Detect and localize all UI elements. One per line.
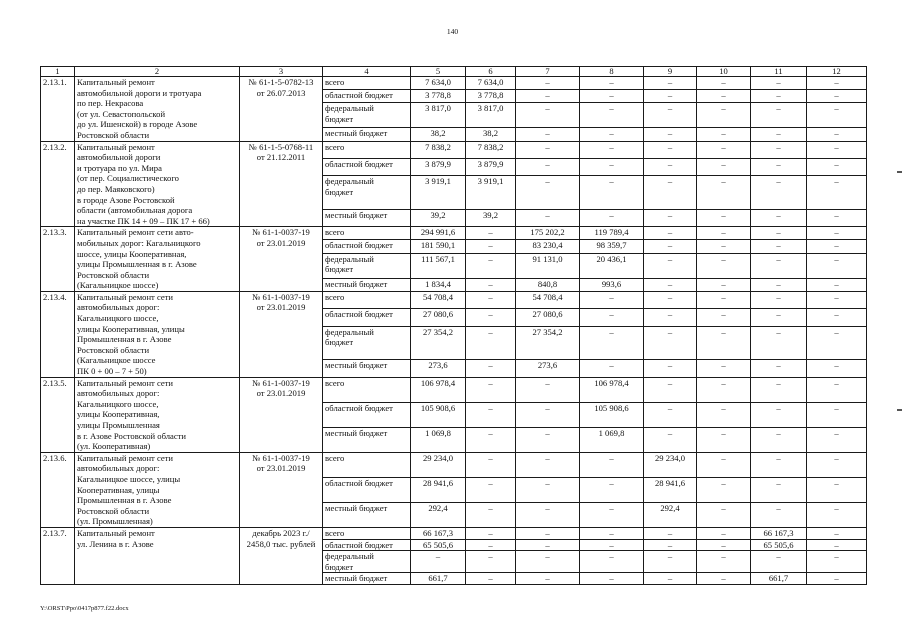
amount-cell: – bbox=[807, 427, 867, 452]
table-row bbox=[41, 377, 867, 402]
amount-cell: 66 167,3 bbox=[411, 527, 466, 539]
amount-cell: – bbox=[697, 77, 751, 90]
amount-cell: – bbox=[644, 253, 697, 278]
amount-cell: – bbox=[807, 402, 867, 427]
table-row bbox=[41, 291, 867, 308]
amount-cell: – bbox=[697, 360, 751, 377]
amount-cell: 39,2 bbox=[411, 209, 466, 226]
expertise-doc: № 61-1-5-0782-13 от 26.07.2013 bbox=[240, 77, 323, 142]
amount-cell: – bbox=[411, 551, 466, 573]
amount-cell: – bbox=[807, 360, 867, 377]
column-number: 2 bbox=[75, 67, 240, 77]
amount-cell: 106 978,4 bbox=[580, 377, 644, 402]
amount-cell: – bbox=[644, 551, 697, 573]
amount-cell: 3 879,9 bbox=[466, 159, 516, 176]
funding-source: местный бюджет bbox=[323, 502, 411, 527]
amount-cell: – bbox=[466, 452, 516, 477]
table-row bbox=[41, 141, 867, 158]
amount-cell: – bbox=[807, 128, 867, 141]
funding-source: местный бюджет bbox=[323, 209, 411, 226]
amount-cell: 20 436,1 bbox=[580, 253, 644, 278]
amount-cell: – bbox=[807, 477, 867, 502]
amount-cell: – bbox=[697, 377, 751, 402]
amount-cell: – bbox=[644, 539, 697, 551]
amount-cell: – bbox=[580, 103, 644, 128]
amount-cell: – bbox=[807, 573, 867, 585]
amount-cell: 292,4 bbox=[411, 502, 466, 527]
amount-cell: – bbox=[697, 209, 751, 226]
amount-cell: 1 834,4 bbox=[411, 278, 466, 291]
amount-cell: – bbox=[697, 309, 751, 326]
amount-cell: – bbox=[807, 527, 867, 539]
amount-cell: 27 080,6 bbox=[516, 309, 580, 326]
amount-cell: – bbox=[751, 360, 807, 377]
table-row bbox=[41, 227, 867, 240]
funding-source: всего bbox=[323, 227, 411, 240]
column-number: 5 bbox=[411, 67, 466, 77]
amount-cell: 54 708,4 bbox=[516, 291, 580, 308]
amount-cell: – bbox=[580, 291, 644, 308]
amount-cell: 3 879,9 bbox=[411, 159, 466, 176]
funding-source: федеральный бюджет bbox=[323, 176, 411, 209]
amount-cell: – bbox=[751, 309, 807, 326]
amount-cell: 29 234,0 bbox=[644, 452, 697, 477]
expertise-doc: декабрь 2023 г./ 2458,0 тыс. рублей bbox=[240, 527, 323, 584]
column-number: 9 bbox=[644, 67, 697, 77]
amount-cell: – bbox=[516, 452, 580, 477]
column-number: 11 bbox=[751, 67, 807, 77]
funding-source: всего bbox=[323, 77, 411, 90]
amount-cell: – bbox=[697, 477, 751, 502]
item-number: 2.13.7. bbox=[41, 527, 75, 584]
amount-cell: – bbox=[807, 452, 867, 477]
amount-cell: – bbox=[580, 77, 644, 90]
amount-cell: – bbox=[466, 253, 516, 278]
amount-cell: – bbox=[697, 502, 751, 527]
funding-source: областной бюджет bbox=[323, 539, 411, 551]
amount-cell: – bbox=[644, 291, 697, 308]
amount-cell: – bbox=[697, 452, 751, 477]
amount-cell: – bbox=[697, 573, 751, 585]
amount-cell: – bbox=[697, 227, 751, 240]
amount-cell: 38,2 bbox=[466, 128, 516, 141]
item-name: Капитальный ремонт сети автомобильных дорог: Кагальницкое шоссе, улицы Кооперативная, улицы Промышленная в г. Азове Ростовской области (ул. Промышленная) bbox=[75, 452, 240, 527]
amount-cell: – bbox=[516, 527, 580, 539]
amount-cell: – bbox=[516, 551, 580, 573]
amount-cell: 66 167,3 bbox=[751, 527, 807, 539]
amount-cell: – bbox=[466, 573, 516, 585]
amount-cell: – bbox=[751, 402, 807, 427]
amount-cell: – bbox=[466, 291, 516, 308]
funding-source: областной бюджет bbox=[323, 477, 411, 502]
amount-cell: – bbox=[516, 77, 580, 90]
expertise-doc: № 61-1-0037-19 от 23.01.2019 bbox=[240, 227, 323, 292]
amount-cell: – bbox=[697, 326, 751, 359]
funding-source: областной бюджет bbox=[323, 159, 411, 176]
amount-cell: – bbox=[751, 278, 807, 291]
item-name: Капитальный ремонт автомобильной дороги и тротуара по ул. Мира (от пер. Социалистического до пер. Маяковского) в городе Азове Ростовской области (автомобильная дорога на участке ПК 14 + 09 – ПК 17 + 66) bbox=[75, 141, 240, 227]
page-number: 140 bbox=[446, 27, 459, 36]
table-row bbox=[41, 452, 867, 477]
funding-source: местный бюджет bbox=[323, 573, 411, 585]
amount-cell: 65 505,6 bbox=[411, 539, 466, 551]
amount-cell: – bbox=[516, 90, 580, 103]
item-name: Капитальный ремонт сети авто- мобильных дорог: Кагальницкого шоссе, улицы Кооперативная, улицы Промышленная в г. Азове Ростовской области (Кагальницкое шоссе) bbox=[75, 227, 240, 292]
amount-cell: 65 505,6 bbox=[751, 539, 807, 551]
funding-source: всего bbox=[323, 141, 411, 158]
amount-cell: – bbox=[697, 128, 751, 141]
funding-source: областной бюджет bbox=[323, 90, 411, 103]
funding-source: областной бюджет bbox=[323, 309, 411, 326]
funding-source: областной бюджет bbox=[323, 402, 411, 427]
amount-cell: – bbox=[466, 278, 516, 291]
amount-cell: – bbox=[807, 240, 867, 253]
column-number: 12 bbox=[807, 67, 867, 77]
amount-cell: – bbox=[580, 159, 644, 176]
item-name: Капитальный ремонт ул. Ленина в г. Азове bbox=[75, 527, 240, 584]
amount-cell: 39,2 bbox=[466, 209, 516, 226]
amount-cell: 91 131,0 bbox=[516, 253, 580, 278]
amount-cell: – bbox=[697, 291, 751, 308]
amount-cell: – bbox=[644, 573, 697, 585]
amount-cell: – bbox=[807, 227, 867, 240]
amount-cell: – bbox=[807, 176, 867, 209]
amount-cell: – bbox=[516, 502, 580, 527]
amount-cell: – bbox=[751, 477, 807, 502]
amount-cell: – bbox=[751, 502, 807, 527]
amount-cell: – bbox=[697, 176, 751, 209]
funding-source: всего bbox=[323, 377, 411, 402]
item-number: 2.13.4. bbox=[41, 291, 75, 377]
amount-cell: – bbox=[697, 240, 751, 253]
amount-cell: – bbox=[516, 128, 580, 141]
amount-cell: 7 838,2 bbox=[466, 141, 516, 158]
amount-cell: 106 978,4 bbox=[411, 377, 466, 402]
amount-cell: – bbox=[807, 77, 867, 90]
amount-cell: 292,4 bbox=[644, 502, 697, 527]
funding-source: местный бюджет bbox=[323, 427, 411, 452]
amount-cell: 27 354,2 bbox=[516, 326, 580, 359]
amount-cell: – bbox=[466, 377, 516, 402]
amount-cell: 27 354,2 bbox=[411, 326, 466, 359]
amount-cell: – bbox=[644, 141, 697, 158]
amount-cell: – bbox=[516, 159, 580, 176]
amount-cell: 3 817,0 bbox=[466, 103, 516, 128]
amount-cell: – bbox=[466, 309, 516, 326]
amount-cell: – bbox=[807, 309, 867, 326]
amount-cell: – bbox=[580, 176, 644, 209]
item-name: Капитальный ремонт автомобильной дороги и тротуара по пер. Некрасова (от ул. Севастопольской до ул. Ишенской) в городе Азове Ростовской области bbox=[75, 77, 240, 142]
column-number: 6 bbox=[466, 67, 516, 77]
item-name: Капитальный ремонт сети автомобильных дорог: Кагальницкого шоссе, улицы Кооперативная, улицы Промышленная в г. Азове Ростовской области (Кагальницкое шоссе ПК 0 + 00 – 7 + 50) bbox=[75, 291, 240, 377]
amount-cell: – bbox=[580, 309, 644, 326]
column-number-row bbox=[41, 67, 867, 77]
amount-cell: – bbox=[644, 402, 697, 427]
amount-cell: – bbox=[751, 227, 807, 240]
margin-mark bbox=[897, 409, 902, 411]
amount-cell: – bbox=[807, 377, 867, 402]
amount-cell: – bbox=[807, 502, 867, 527]
amount-cell: – bbox=[751, 253, 807, 278]
expertise-doc: № 61-1-5-0768-11 от 21.12.2011 bbox=[240, 141, 323, 227]
amount-cell: – bbox=[644, 227, 697, 240]
amount-cell: – bbox=[644, 176, 697, 209]
amount-cell: – bbox=[466, 227, 516, 240]
funding-source: федеральный бюджет bbox=[323, 253, 411, 278]
amount-cell: – bbox=[580, 209, 644, 226]
amount-cell: – bbox=[644, 427, 697, 452]
amount-cell: – bbox=[516, 141, 580, 158]
amount-cell: – bbox=[466, 360, 516, 377]
item-number: 2.13.5. bbox=[41, 377, 75, 452]
amount-cell: – bbox=[466, 326, 516, 359]
amount-cell: 661,7 bbox=[751, 573, 807, 585]
amount-cell: – bbox=[516, 103, 580, 128]
amount-cell: – bbox=[580, 90, 644, 103]
amount-cell: 119 789,4 bbox=[580, 227, 644, 240]
amount-cell: – bbox=[580, 360, 644, 377]
amount-cell: 840,8 bbox=[516, 278, 580, 291]
amount-cell: – bbox=[644, 360, 697, 377]
item-number: 2.13.1. bbox=[41, 77, 75, 142]
amount-cell: – bbox=[697, 90, 751, 103]
amount-cell: 3 817,0 bbox=[411, 103, 466, 128]
column-number: 7 bbox=[516, 67, 580, 77]
budget-table bbox=[40, 66, 867, 585]
amount-cell: 27 080,6 bbox=[411, 309, 466, 326]
amount-cell: – bbox=[751, 103, 807, 128]
funding-source: федеральный бюджет bbox=[323, 551, 411, 573]
amount-cell: 661,7 bbox=[411, 573, 466, 585]
amount-cell: – bbox=[697, 402, 751, 427]
amount-cell: – bbox=[697, 253, 751, 278]
amount-cell: – bbox=[644, 103, 697, 128]
amount-cell: – bbox=[644, 128, 697, 141]
amount-cell: – bbox=[697, 427, 751, 452]
amount-cell: – bbox=[644, 90, 697, 103]
amount-cell: – bbox=[580, 551, 644, 573]
amount-cell: 7 634,0 bbox=[411, 77, 466, 90]
amount-cell: – bbox=[516, 377, 580, 402]
amount-cell: – bbox=[697, 539, 751, 551]
amount-cell: 105 908,6 bbox=[580, 402, 644, 427]
amount-cell: – bbox=[807, 103, 867, 128]
amount-cell: – bbox=[697, 527, 751, 539]
funding-source: местный бюджет bbox=[323, 360, 411, 377]
amount-cell: – bbox=[644, 527, 697, 539]
amount-cell: – bbox=[751, 427, 807, 452]
funding-source: федеральный бюджет bbox=[323, 326, 411, 359]
amount-cell: – bbox=[807, 539, 867, 551]
amount-cell: – bbox=[751, 90, 807, 103]
funding-source: всего bbox=[323, 291, 411, 308]
amount-cell: – bbox=[516, 209, 580, 226]
amount-cell: – bbox=[580, 128, 644, 141]
amount-cell: 1 069,8 bbox=[411, 427, 466, 452]
amount-cell: – bbox=[466, 240, 516, 253]
amount-cell: – bbox=[516, 402, 580, 427]
amount-cell: – bbox=[697, 159, 751, 176]
amount-cell: – bbox=[697, 551, 751, 573]
item-number: 2.13.3. bbox=[41, 227, 75, 292]
column-number: 3 bbox=[240, 67, 323, 77]
amount-cell: – bbox=[580, 527, 644, 539]
amount-cell: – bbox=[466, 427, 516, 452]
amount-cell: – bbox=[751, 209, 807, 226]
amount-cell: – bbox=[697, 278, 751, 291]
item-number: 2.13.6. bbox=[41, 452, 75, 527]
amount-cell: – bbox=[516, 477, 580, 502]
amount-cell: – bbox=[644, 159, 697, 176]
amount-cell: 273,6 bbox=[411, 360, 466, 377]
amount-cell: – bbox=[751, 159, 807, 176]
amount-cell: – bbox=[807, 551, 867, 573]
funding-source: местный бюджет bbox=[323, 278, 411, 291]
amount-cell: 294 991,6 bbox=[411, 227, 466, 240]
amount-cell: – bbox=[466, 551, 516, 573]
amount-cell: – bbox=[644, 326, 697, 359]
amount-cell: – bbox=[807, 141, 867, 158]
amount-cell: 175 202,2 bbox=[516, 227, 580, 240]
amount-cell: 38,2 bbox=[411, 128, 466, 141]
amount-cell: – bbox=[751, 176, 807, 209]
amount-cell: – bbox=[644, 309, 697, 326]
amount-cell: – bbox=[807, 90, 867, 103]
amount-cell: 28 941,6 bbox=[644, 477, 697, 502]
expertise-doc: № 61-1-0037-19 от 23.01.2019 bbox=[240, 377, 323, 452]
column-number: 10 bbox=[697, 67, 751, 77]
amount-cell: – bbox=[580, 326, 644, 359]
amount-cell: 83 230,4 bbox=[516, 240, 580, 253]
amount-cell: 3 919,1 bbox=[466, 176, 516, 209]
amount-cell: 3 919,1 bbox=[411, 176, 466, 209]
amount-cell: – bbox=[516, 427, 580, 452]
amount-cell: – bbox=[516, 176, 580, 209]
item-number: 2.13.2. bbox=[41, 141, 75, 227]
amount-cell: – bbox=[644, 77, 697, 90]
amount-cell: 28 941,6 bbox=[411, 477, 466, 502]
amount-cell: – bbox=[644, 377, 697, 402]
amount-cell: – bbox=[580, 502, 644, 527]
amount-cell: 1 069,8 bbox=[580, 427, 644, 452]
amount-cell: – bbox=[751, 141, 807, 158]
amount-cell: 3 778,8 bbox=[411, 90, 466, 103]
file-path-footer: Y:\ORST\Ppo\0417p877.f22.docx bbox=[40, 605, 129, 612]
amount-cell: – bbox=[807, 159, 867, 176]
amount-cell: – bbox=[807, 326, 867, 359]
amount-cell: – bbox=[644, 209, 697, 226]
amount-cell: – bbox=[644, 278, 697, 291]
expertise-doc: № 61-1-0037-19 от 23.01.2019 bbox=[240, 291, 323, 377]
amount-cell: – bbox=[751, 77, 807, 90]
amount-cell: – bbox=[751, 291, 807, 308]
column-number: 1 bbox=[41, 67, 75, 77]
amount-cell: – bbox=[516, 539, 580, 551]
column-number: 8 bbox=[580, 67, 644, 77]
amount-cell: – bbox=[580, 477, 644, 502]
amount-cell: – bbox=[807, 253, 867, 278]
amount-cell: – bbox=[580, 573, 644, 585]
amount-cell: 993,6 bbox=[580, 278, 644, 291]
funding-source: федеральный бюджет bbox=[323, 103, 411, 128]
amount-cell: – bbox=[751, 128, 807, 141]
amount-cell: – bbox=[751, 377, 807, 402]
funding-source: областной бюджет bbox=[323, 240, 411, 253]
amount-cell: – bbox=[466, 477, 516, 502]
amount-cell: – bbox=[516, 573, 580, 585]
funding-source: местный бюджет bbox=[323, 128, 411, 141]
amount-cell: – bbox=[751, 240, 807, 253]
amount-cell: 7 634,0 bbox=[466, 77, 516, 90]
amount-cell: 181 590,1 bbox=[411, 240, 466, 253]
amount-cell: – bbox=[644, 240, 697, 253]
amount-cell: 3 778,8 bbox=[466, 90, 516, 103]
amount-cell: – bbox=[466, 502, 516, 527]
funding-source: всего bbox=[323, 527, 411, 539]
amount-cell: – bbox=[580, 141, 644, 158]
margin-mark bbox=[897, 171, 902, 173]
amount-cell: – bbox=[466, 527, 516, 539]
table-row bbox=[41, 77, 867, 90]
amount-cell: – bbox=[807, 291, 867, 308]
amount-cell: – bbox=[580, 452, 644, 477]
amount-cell: 105 908,6 bbox=[411, 402, 466, 427]
amount-cell: 273,6 bbox=[516, 360, 580, 377]
funding-source: всего bbox=[323, 452, 411, 477]
amount-cell: – bbox=[580, 539, 644, 551]
amount-cell: – bbox=[807, 209, 867, 226]
amount-cell: – bbox=[751, 326, 807, 359]
expertise-doc: № 61-1-0037-19 от 23.01.2019 bbox=[240, 452, 323, 527]
column-number: 4 bbox=[323, 67, 411, 77]
amount-cell: – bbox=[466, 539, 516, 551]
amount-cell: – bbox=[697, 141, 751, 158]
amount-cell: – bbox=[697, 103, 751, 128]
amount-cell: – bbox=[751, 551, 807, 573]
amount-cell: – bbox=[751, 452, 807, 477]
amount-cell: 111 567,1 bbox=[411, 253, 466, 278]
amount-cell: 7 838,2 bbox=[411, 141, 466, 158]
item-name: Капитальный ремонт сети автомобильных дорог: Кагальницкого шоссе, улицы Кооперативная, улицы Промышленная в г. Азове Ростовской области (ул. Кооперативная) bbox=[75, 377, 240, 452]
table-row bbox=[41, 527, 867, 539]
amount-cell: 98 359,7 bbox=[580, 240, 644, 253]
amount-cell: – bbox=[466, 402, 516, 427]
amount-cell: – bbox=[807, 278, 867, 291]
amount-cell: 54 708,4 bbox=[411, 291, 466, 308]
amount-cell: 29 234,0 bbox=[411, 452, 466, 477]
